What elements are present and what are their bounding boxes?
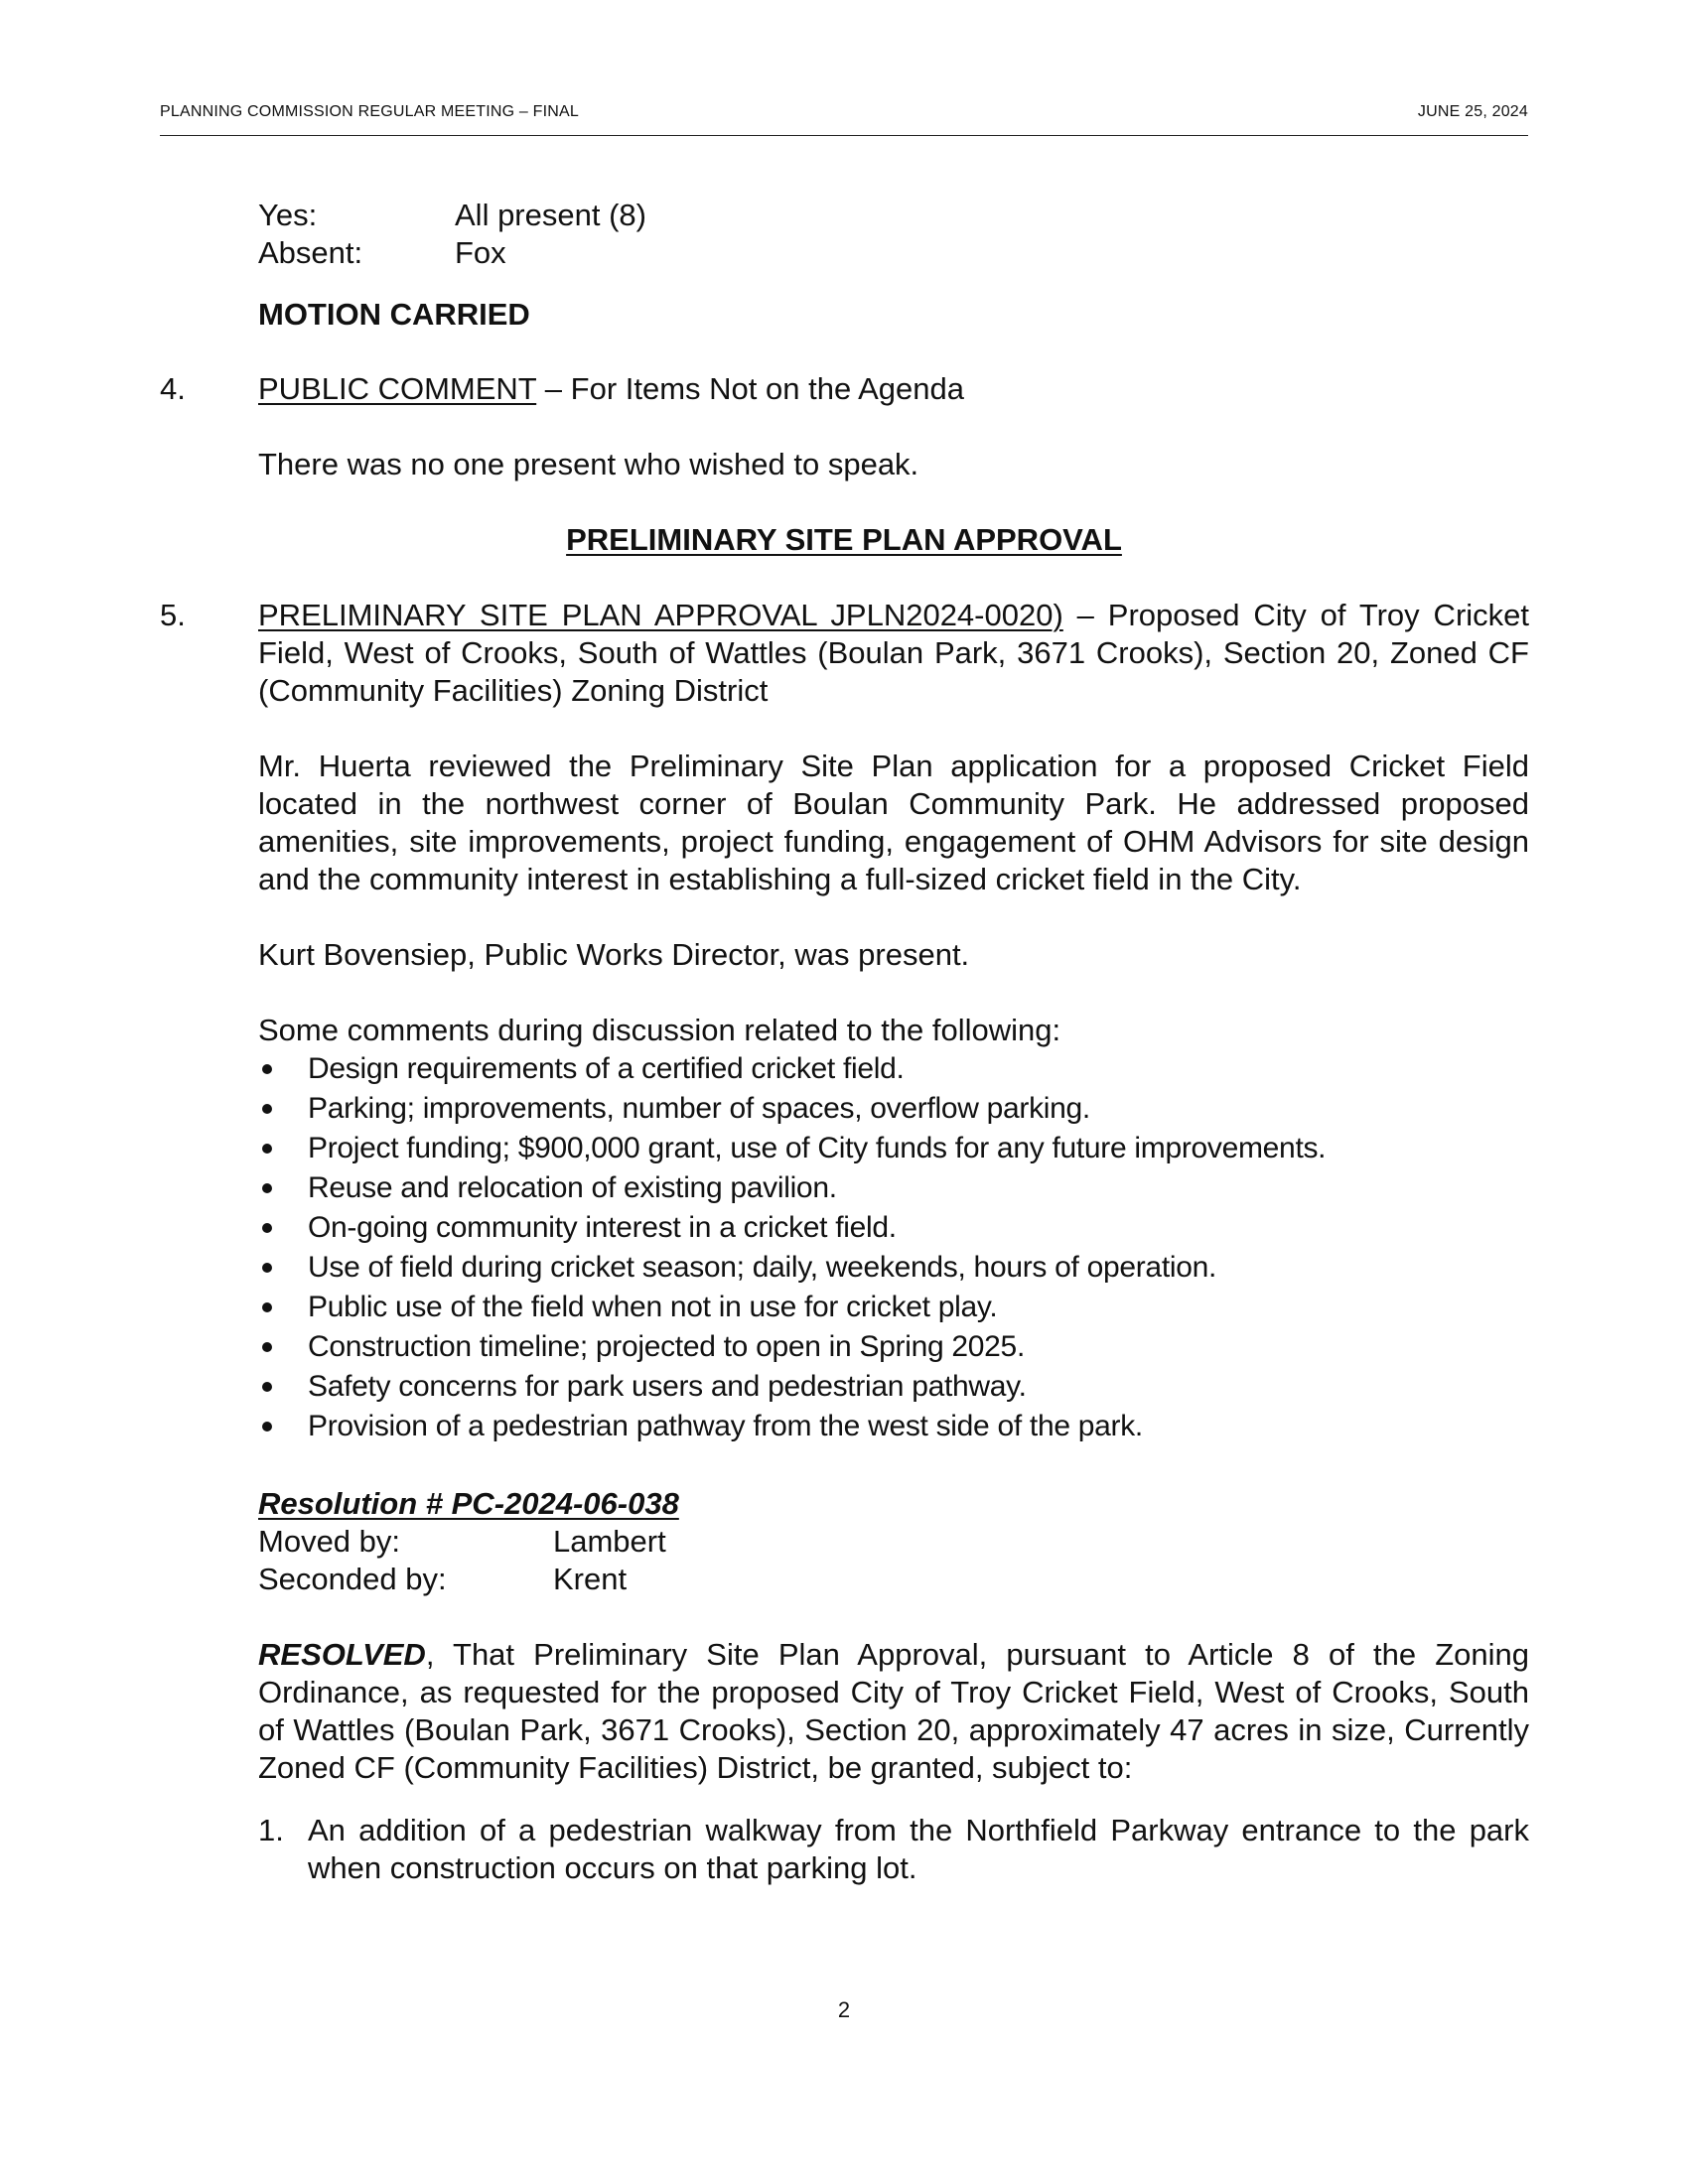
bullet-icon bbox=[262, 1342, 272, 1352]
condition-number: 1. bbox=[258, 1813, 284, 1847]
list-item-text: Design requirements of a certified cricket field. bbox=[308, 1052, 905, 1085]
vote-absent-row bbox=[258, 234, 506, 272]
list-item-text: Reuse and relocation of existing pavilion. bbox=[308, 1171, 837, 1204]
item-5-paragraph-2: Kurt Bovensiep, Public Works Director, was present. bbox=[258, 937, 970, 972]
list-item-text: On-going community interest in a cricket field. bbox=[308, 1211, 897, 1244]
item-4-heading bbox=[258, 370, 1529, 408]
list-item bbox=[258, 1327, 1549, 1367]
bullet-icon bbox=[262, 1064, 272, 1074]
bullet-icon bbox=[262, 1183, 272, 1193]
page-number: 2 bbox=[837, 1997, 851, 2022]
vote-yes-value: All present (8) bbox=[455, 198, 646, 232]
resolution-seconded-row bbox=[258, 1561, 627, 1598]
motion-result: MOTION CARRIED bbox=[258, 297, 530, 332]
item-4-text: There was no one present who wished to speak. bbox=[258, 447, 919, 481]
section-heading-text: PRELIMINARY SITE PLAN APPROVAL bbox=[566, 522, 1122, 557]
vote-yes-row bbox=[258, 197, 646, 234]
item-4-title-suffix: – For Items Not on the Agenda bbox=[536, 371, 964, 406]
seconded-by-label: Seconded by: bbox=[258, 1562, 447, 1596]
resolved-text: , That Preliminary Site Plan Approval, pursuant to Article 8 of the Zoning Ordinance, as requested for the proposed City of Troy Cricket Field, West of Crooks, South of Wattles (Boulan Park, 3671 Crooks), Section 20, approximately 47 acres in size, Currently Zoned CF (Community Facilities) District, be granted, subject to: bbox=[258, 1637, 1529, 1785]
page-header bbox=[160, 103, 1528, 136]
header-title: PLANNING COMMISSION REGULAR MEETING – FINAL bbox=[160, 103, 579, 120]
list-item bbox=[258, 1407, 1549, 1446]
list-item bbox=[258, 1367, 1549, 1407]
item-5-title: PRELIMINARY SITE PLAN APPROVAL JPLN2024-0020) bbox=[258, 598, 1063, 632]
bullet-icon bbox=[262, 1223, 272, 1233]
list-item bbox=[258, 1168, 1549, 1208]
resolution-body bbox=[258, 1636, 1529, 1787]
seconded-by-value: Krent bbox=[553, 1562, 628, 1596]
bullet-icon bbox=[262, 1422, 272, 1432]
list-item bbox=[258, 1089, 1549, 1129]
condition-item bbox=[258, 1812, 1529, 1887]
bullet-icon bbox=[262, 1302, 272, 1312]
discussion-list bbox=[258, 1049, 1549, 1446]
item-4-title: PUBLIC COMMENT bbox=[258, 371, 537, 406]
resolution-moved-row bbox=[258, 1523, 666, 1561]
list-item-text: Safety concerns for park users and pedestrian pathway. bbox=[308, 1370, 1027, 1403]
list-item bbox=[258, 1248, 1549, 1288]
list-item bbox=[258, 1049, 1549, 1089]
vote-absent-value: Fox bbox=[455, 235, 506, 270]
resolved-word: RESOLVED bbox=[258, 1637, 426, 1672]
list-item-text: Provision of a pedestrian pathway from the west side of the park. bbox=[308, 1410, 1143, 1442]
list-item-text: Parking; improvements, number of spaces, overflow parking. bbox=[308, 1092, 1090, 1125]
bullet-icon bbox=[262, 1382, 272, 1392]
discussion-intro: Some comments during discussion related to the following: bbox=[258, 1013, 1061, 1047]
list-item-text: Project funding; $900,000 grant, use of City funds for any future improvements. bbox=[308, 1132, 1327, 1164]
vote-absent-label: Absent: bbox=[258, 235, 363, 270]
moved-by-value: Lambert bbox=[553, 1524, 666, 1559]
moved-by-label: Moved by: bbox=[258, 1524, 401, 1559]
bullet-icon bbox=[262, 1144, 272, 1154]
section-heading bbox=[160, 521, 1528, 559]
list-item bbox=[258, 1129, 1549, 1168]
bullet-icon bbox=[262, 1104, 272, 1114]
list-item bbox=[258, 1288, 1549, 1327]
condition-text: An addition of a pedestrian walkway from the Northfield Parkway entrance to the park when construction occurs on that parking lot. bbox=[308, 1813, 1529, 1885]
list-item bbox=[258, 1208, 1549, 1248]
item-4-number: 4. bbox=[160, 371, 186, 406]
list-item-text: Use of field during cricket season; daily, weekends, hours of operation. bbox=[308, 1251, 1217, 1284]
item-5-paragraph-1: Mr. Huerta reviewed the Preliminary Site Plan application for a proposed Cricket Field located in the northwest corner of Boulan Community Park. He addressed proposed amenities, site improvements, project funding, engagement of OHM Advisors for site design and the community interest in establishing a full-sized cricket field in the City. bbox=[258, 749, 1529, 896]
item-5-number: 5. bbox=[160, 598, 186, 632]
header-date: JUNE 25, 2024 bbox=[1417, 103, 1528, 120]
item-5-title-suffix: – Proposed City of Troy Cricket Field, West of Crooks, South of Wattles (Boulan Park, 3671 Crooks), Section 20, Zoned CF (Community Facilities) Zoning District bbox=[258, 598, 1530, 708]
bullet-icon bbox=[262, 1263, 272, 1273]
list-item-text: Public use of the field when not in use for cricket play. bbox=[308, 1291, 998, 1323]
vote-yes-label: Yes: bbox=[258, 198, 318, 232]
list-item-text: Construction timeline; projected to open in Spring 2025. bbox=[308, 1330, 1025, 1363]
resolution-title: Resolution # PC-2024-06-038 bbox=[258, 1486, 679, 1521]
item-5-heading bbox=[258, 597, 1529, 710]
